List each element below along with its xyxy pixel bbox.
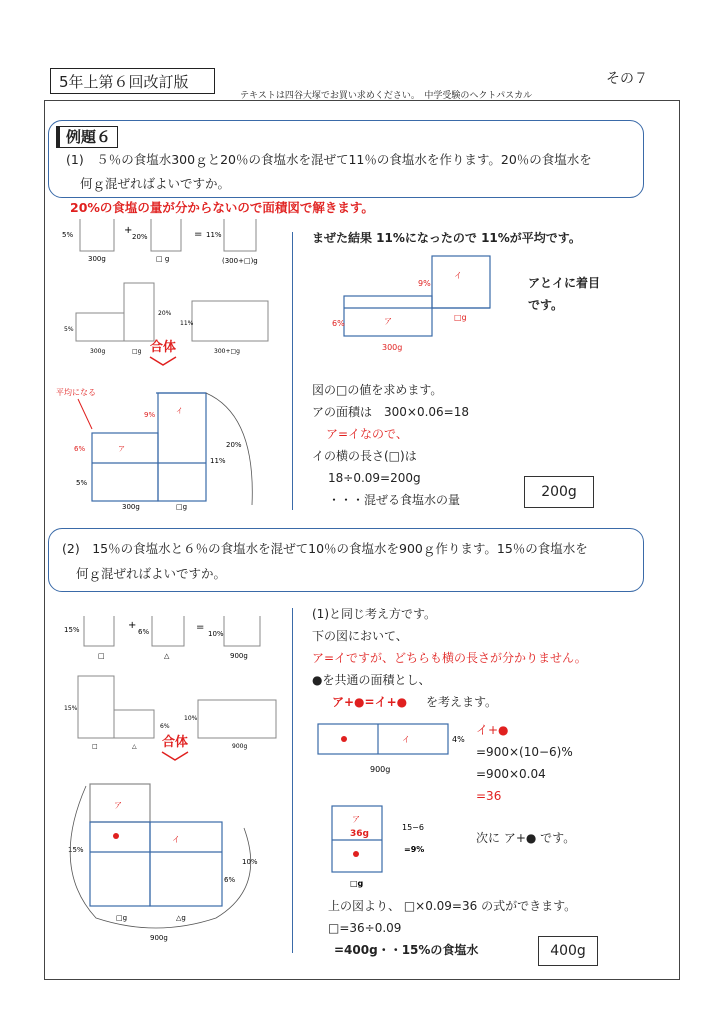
example-label: 例題６: [56, 126, 118, 148]
p2b-w3: 900g: [230, 652, 248, 660]
big-p9: 9%: [144, 411, 156, 419]
mid-rect-20: [124, 283, 154, 341]
p2m-w2: △: [132, 743, 137, 750]
p2-l6: 上の図より、 □×0.09=36 の式ができます。: [328, 899, 577, 913]
part1-figures: [56, 215, 288, 515]
p2m-p1: 15%: [64, 705, 78, 712]
header-note: テキストは四谷大塚でお買い求めください。 中学受験のヘクトパスカル: [240, 91, 533, 101]
p2m-p2: 6%: [160, 723, 170, 730]
b2-percent: 20%: [132, 233, 148, 241]
p1-l4: ア=イなので、: [326, 427, 408, 441]
mid-p3: 11%: [180, 320, 194, 327]
avg-arrow: [78, 399, 92, 429]
big-p6: 6%: [74, 445, 86, 453]
b1-percent: 5%: [62, 231, 74, 239]
mid-rect-5: [76, 313, 124, 341]
p2-c2: =900×(10−6)%: [476, 745, 573, 759]
p2big-p6: 6%: [224, 876, 236, 884]
p1-l2: 図の□の値を求めます。: [312, 383, 443, 397]
part1-small-figure: [320, 250, 520, 360]
p2big-dot: [113, 833, 119, 839]
sf-w2: □g: [454, 313, 467, 322]
avg-label: 平均になる: [56, 388, 96, 397]
p2big-p15: 15%: [68, 846, 84, 854]
big-a: ア: [118, 445, 125, 453]
big-i: イ: [176, 407, 183, 415]
p2big-p10: 10%: [242, 858, 258, 866]
part2-divider: [292, 608, 293, 953]
p2m-w3: 900g: [232, 743, 248, 750]
gattai-label: 合体: [150, 340, 177, 355]
p2big-w3: 900g: [150, 934, 168, 942]
p2m-p3: 10%: [184, 715, 198, 722]
sf-a: ア: [384, 317, 392, 326]
p2big-i: イ: [172, 835, 180, 844]
p1-l7: ・・・混ぜる食塩水の量: [328, 493, 461, 507]
p2-l2: 下の図において、: [312, 629, 408, 643]
part2-figures: [56, 608, 288, 948]
f1-w: 900g: [370, 765, 391, 774]
p2-l1: (1)と同じ考え方です。: [312, 607, 437, 621]
question2-line2: 何ｇ混ぜればよいですか。: [76, 566, 227, 581]
sf-w1: 300g: [382, 343, 403, 352]
sf-p6: 6%: [332, 319, 345, 328]
p2-l5a: ア+●=イ+●: [332, 695, 408, 709]
beaker-3: [224, 219, 256, 251]
p1-note1: アとイに着目: [528, 276, 601, 290]
question1-line1: (1) ５％の食塩水300ｇと20％の食塩水を混ぜて11％の食塩水を作ります。20％の食塩水を: [66, 152, 592, 167]
p1-note2: です。: [528, 298, 564, 312]
p1-answer: 200g: [524, 476, 594, 508]
p2-c1: イ+●: [476, 723, 509, 737]
p2-eq: =: [196, 622, 205, 633]
question1-line2: 何ｇ混ぜればよいですか。: [80, 176, 231, 191]
p2b-w2: △: [164, 652, 170, 660]
p2b-p1: 15%: [64, 626, 80, 634]
b3-percent: 11%: [206, 231, 222, 239]
big-p11: 11%: [210, 457, 226, 465]
p2big-w2: △g: [176, 914, 186, 922]
beaker-1: [80, 219, 114, 251]
beaker-2: [151, 219, 181, 251]
p2-c4: =36: [476, 789, 502, 803]
plus-sign: +: [124, 225, 133, 236]
part1-divider: [292, 232, 293, 510]
big-p5: 5%: [76, 479, 88, 487]
question2-line1: (2) 15％の食塩水と６％の食塩水を混ぜて10％の食塩水を900ｇ作ります。15％の食塩水を: [62, 541, 588, 556]
big-rect-5: [92, 433, 158, 501]
mid-rect-11: [192, 301, 268, 341]
f1-i: イ: [402, 735, 410, 744]
p1-line1: まぜた結果 11%になったので 11%が平均です。: [312, 231, 581, 245]
p2-l7: □=36÷0.09: [328, 921, 402, 935]
p2-l8: =400g・・15%の食塩水: [334, 943, 479, 957]
f2-p: 15−6: [402, 823, 424, 832]
p2big-a: ア: [114, 801, 122, 810]
p1-l3: アの面積は 300×0.06=18: [312, 405, 470, 419]
f2-w: □g: [350, 879, 364, 888]
p2b-w1: □: [98, 652, 105, 660]
p2m-w1: □: [92, 743, 98, 750]
p2b-p3: 10%: [208, 630, 224, 638]
f2-a: ア: [352, 815, 360, 824]
p2b-p2: 6%: [138, 628, 150, 636]
p2big-w1: □g: [116, 914, 128, 922]
p2-answer: 400g: [538, 936, 598, 966]
sf-p9: 9%: [418, 279, 431, 288]
mid-w2: □g: [132, 348, 142, 355]
part2-fig2: [322, 800, 442, 890]
p2-c3: =900×0.04: [476, 767, 546, 781]
p2-l3: ア=イですが、どちらも横の長さが分かりません。: [312, 651, 587, 665]
question1-note: 20%の食塩の量が分からないので面積図で解きます。: [70, 200, 374, 215]
b1-weight: 300g: [88, 255, 106, 263]
mid-p2: 20%: [158, 310, 172, 317]
p2-l4: ●を共通の面積とし、: [312, 673, 431, 687]
p2-l5b: を考えます。: [426, 695, 498, 709]
p2-plus: +: [128, 620, 137, 631]
big-p20: 20%: [226, 441, 242, 449]
mid-p1: 5%: [64, 326, 74, 333]
equals-sign: =: [194, 229, 203, 240]
big-w2: □g: [176, 503, 188, 511]
big-w1: 300g: [122, 503, 140, 511]
mid-w3: 300+□g: [214, 348, 240, 355]
gattai-label-2: 合体: [162, 735, 189, 750]
part2-fig1: [312, 716, 472, 780]
f2-v: 36g: [350, 829, 369, 839]
page-number: その７: [606, 71, 648, 87]
mid-w1: 300g: [90, 348, 106, 355]
p1-l5: イの横の長さ(□)は: [312, 449, 417, 463]
p1-l6: 18÷0.09=200g: [328, 471, 421, 485]
f1-p: 4%: [452, 735, 465, 744]
b3-weight: (300+□)g: [222, 257, 258, 265]
p2-next: 次に ア+● です。: [476, 831, 576, 845]
gattai-arrow: [150, 357, 176, 365]
f2-r: =9%: [404, 845, 425, 854]
b2-weight: □ g: [156, 255, 170, 263]
worksheet-title: 5年上第６回改訂版: [50, 68, 215, 94]
sf-i: イ: [454, 271, 462, 280]
